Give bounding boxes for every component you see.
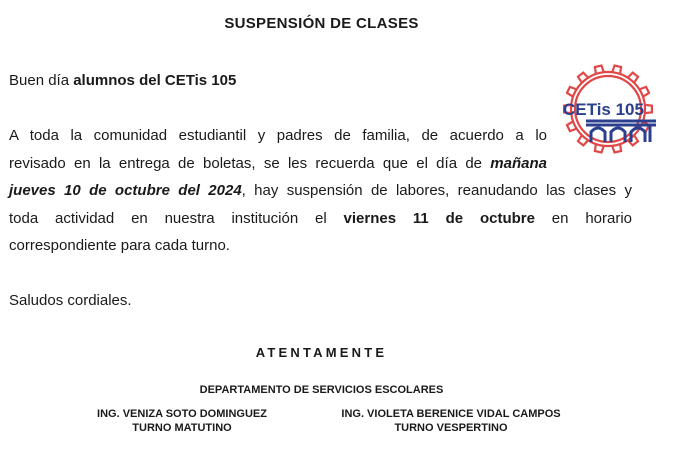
signatory-morning [82, 408, 282, 435]
body-line-5: correspondiente para cada turno. [9, 237, 230, 254]
body-line-4 [9, 205, 632, 233]
signatory-evening [326, 408, 576, 435]
signatory-shift: TURNO VESPERTINO [394, 421, 508, 434]
body-paragraph [9, 122, 632, 260]
signatory-shift: TURNO MATUTINO [132, 421, 232, 434]
department-name: DEPARTAMENTO DE SERVICIOS ESCOLARES [199, 384, 444, 396]
body-line-3 [9, 177, 632, 205]
body-line-4-text: toda actividad en nuestra institución el [9, 209, 344, 227]
body-line-2 [9, 150, 547, 178]
greeting [9, 72, 236, 89]
atentamente-heading: ATENTAMENTE [255, 345, 388, 360]
logo-text: CETis 105 [563, 100, 644, 119]
resume-date: viernes 11 de octubre [343, 209, 535, 227]
closing: Saludos cordiales. [9, 292, 132, 309]
document-title: SUSPENSIÓN DE CLASES [224, 15, 419, 32]
body-line-2-text: revisado en la entrega de boletas, se les recuerda que el día de [9, 154, 491, 172]
body-line-1: A toda la comunidad estudiantil y padres de familia, de acuerdo a lo [9, 127, 547, 144]
greeting-prefix: Buen día [9, 72, 74, 89]
signatory-name: ING. VIOLETA BERENICE VIDAL CAMPOS [341, 408, 561, 420]
body-line-4-end: en horario [534, 209, 633, 227]
emphasis-date: jueves 10 de octubre del 2024 [9, 182, 242, 199]
signatory-name: ING. VENIZA SOTO DOMINGUEZ [97, 408, 267, 420]
body-line-3-text: , hay suspensión de labores, reanudando las clases y [241, 182, 632, 199]
emphasis-tomorrow: mañana [490, 154, 547, 172]
greeting-addressee: alumnos del CETis 105 [73, 72, 237, 89]
